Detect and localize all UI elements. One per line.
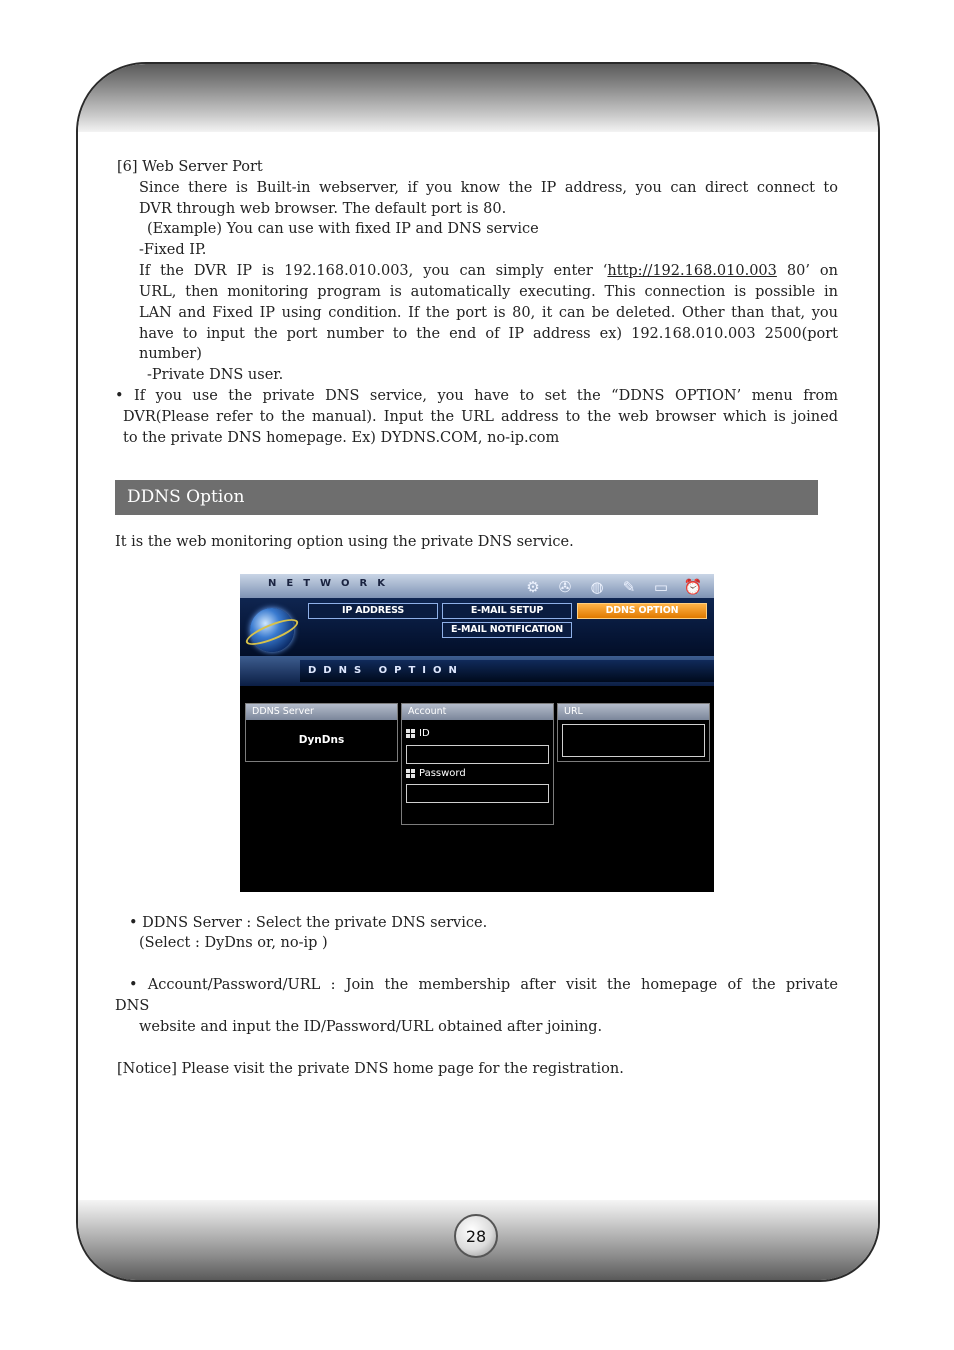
dvr-subtitle: DDNS OPTION bbox=[308, 665, 464, 676]
account-panel bbox=[401, 703, 554, 825]
header-band bbox=[78, 64, 878, 132]
wsp-bullet-line-2: DVR(Please refer to the manual). Input the URL address to the web browser which is joined bbox=[123, 409, 838, 425]
globe-icon[interactable]: ◍ bbox=[590, 578, 604, 596]
alarm-icon[interactable]: ⏰ bbox=[683, 578, 703, 596]
ddns-option-section-title: DDNS Option bbox=[115, 480, 818, 515]
password-input[interactable] bbox=[406, 784, 549, 803]
pencil-icon[interactable]: ✎ bbox=[622, 578, 636, 596]
dvr-url-link[interactable]: http://192.168.010.003 bbox=[607, 263, 777, 279]
dvr-title: NETWORK bbox=[268, 578, 396, 589]
note-account-line-2: DNS bbox=[115, 998, 150, 1014]
page-number: 28 bbox=[454, 1214, 498, 1258]
wsp-p1-line-4: have to input the port number to the end of IP address ex) 192.168.010.003 2500(port bbox=[139, 326, 838, 342]
id-input[interactable] bbox=[406, 745, 549, 764]
note-account-line-1: • Account/Password/URL : Join the membership after visit the homepage of the private bbox=[129, 977, 838, 993]
wsp-private-dns: -Private DNS user. bbox=[147, 367, 284, 383]
wsp-p1-line-3: LAN and Fixed IP using condition. If the port is 80, it can be deleted. Other than that, you bbox=[139, 305, 838, 321]
account-label: Account bbox=[402, 704, 553, 720]
film-reel-icon[interactable]: ✇ bbox=[558, 578, 572, 596]
wsp-p1-line-2: URL, then monitoring program is automatically executing. This connection is possible in bbox=[139, 284, 838, 300]
dvr-title-bar bbox=[240, 574, 714, 598]
password-label-row bbox=[406, 768, 466, 779]
wsp-fixed-ip: -Fixed IP. bbox=[139, 242, 207, 258]
note-ddns-server: • DDNS Server : Select the private DNS service. bbox=[129, 915, 488, 931]
grid-icon bbox=[406, 729, 415, 738]
notice: [Notice] Please visit the private DNS home page for the registration. bbox=[117, 1061, 624, 1077]
web-server-port-heading: [6] Web Server Port bbox=[117, 159, 263, 175]
wsp-line-1: Since there is Built-in webserver, if you know the IP address, you can direct connect to bbox=[139, 180, 838, 196]
ddns-server-panel bbox=[245, 703, 398, 762]
tab-email-setup[interactable]: E-MAIL SETUP bbox=[442, 603, 572, 619]
grid-icon bbox=[406, 769, 415, 778]
tab-ddns-option[interactable]: DDNS OPTION bbox=[577, 603, 707, 619]
ddns-intro: It is the web monitoring option using the private DNS service. bbox=[115, 534, 574, 550]
ddns-server-select[interactable]: DynDns bbox=[298, 734, 345, 746]
password-label: Password bbox=[419, 768, 466, 779]
ddns-server-label: DDNS Server bbox=[246, 704, 397, 720]
monitor-icon[interactable]: ▭ bbox=[653, 578, 669, 596]
id-label-row bbox=[406, 728, 430, 739]
wsp-p1-line-5: number) bbox=[139, 346, 202, 362]
dvr-ddns-screenshot bbox=[240, 574, 714, 892]
wsp-line-2: DVR through web browser. The default port is 80. bbox=[139, 201, 507, 217]
gear-icon[interactable]: ⚙ bbox=[526, 578, 540, 596]
note-account-line-3: website and input the ID/Password/URL obtained after joining. bbox=[139, 1019, 603, 1035]
wsp-bullet-line-1: • If you use the private DNS service, you have to set the “DDNS OPTION’ menu from bbox=[115, 388, 838, 404]
wsp-bullet-line-3: to the private DNS homepage. Ex) DYDNS.COM, no-ip.com bbox=[123, 430, 560, 446]
id-label: ID bbox=[419, 728, 430, 739]
tab-ip-address[interactable]: IP ADDRESS bbox=[308, 603, 438, 619]
wsp-p1-line-1 bbox=[139, 261, 838, 282]
url-label: URL bbox=[558, 704, 709, 720]
note-ddns-server-select: (Select : DyDns or, no-ip ) bbox=[139, 935, 328, 951]
url-input[interactable] bbox=[562, 724, 705, 757]
wsp-p1-text-b: 80’ on bbox=[776, 263, 838, 279]
wsp-example: (Example) You can use with fixed IP and DNS service bbox=[147, 221, 539, 237]
wsp-p1-text-a: If the DVR IP is 192.168.010.003, you can simply enter ‘ bbox=[139, 263, 608, 279]
tab-email-notification[interactable]: E-MAIL NOTIFICATION bbox=[442, 622, 572, 638]
